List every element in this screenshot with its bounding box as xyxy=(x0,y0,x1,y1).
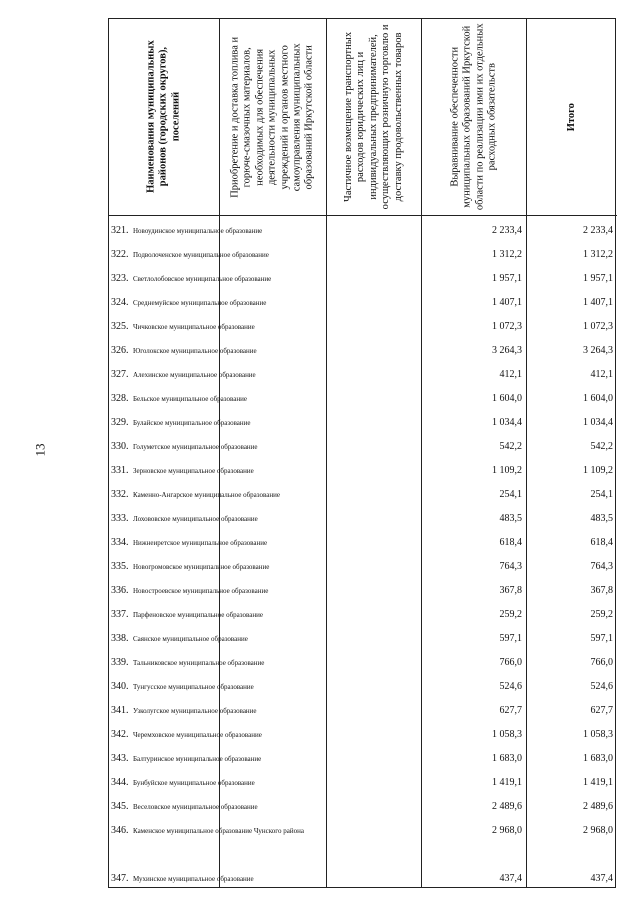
header-transport: Частичное возмещение транспортных расходов юридических лиц и индивидуальных предпринимателей, осуществляющих розничную торговлю и доставку продовольственных товаров xyxy=(342,24,404,210)
row-number: 331. xyxy=(111,465,129,476)
header-name: Наименования муниципальных районов (городских округов), поселений xyxy=(145,40,182,194)
row-name: Алехинское муниципальное образование xyxy=(133,371,256,379)
row-name: Тальниковское муниципальное образование xyxy=(133,659,265,667)
row-equalization-value: 1 058,3 xyxy=(492,729,522,740)
row-number: 332. xyxy=(111,489,129,500)
row-total-value: 1 604,0 xyxy=(583,393,613,404)
row-total-value: 524,6 xyxy=(590,681,613,692)
row-equalization-value: 483,5 xyxy=(499,513,522,524)
header-cell-equalization xyxy=(421,19,526,215)
row-name: Саянское муниципальное образование xyxy=(133,635,248,643)
row-equalization-value: 1 419,1 xyxy=(492,777,522,788)
table-row xyxy=(109,723,617,747)
row-number: 338. xyxy=(111,633,129,644)
row-number: 324. xyxy=(111,297,129,308)
table-row xyxy=(109,627,617,651)
row-name: Новоудинское муниципальное образование xyxy=(133,227,263,235)
row-number: 341. xyxy=(111,705,129,716)
row-name: Зерновское муниципальное образование xyxy=(133,467,254,475)
row-total-value: 254,1 xyxy=(590,489,613,500)
row-equalization-value: 524,6 xyxy=(499,681,522,692)
table-row xyxy=(109,699,617,723)
row-number: 346. xyxy=(111,825,129,836)
row-total-value: 1 109,2 xyxy=(583,465,613,476)
row-equalization-value: 1 604,0 xyxy=(492,393,522,404)
row-equalization-value: 1 034,4 xyxy=(492,417,522,428)
row-number: 343. xyxy=(111,753,129,764)
row-total-value: 3 264,3 xyxy=(583,345,613,356)
table-row xyxy=(109,339,617,363)
row-name: Веселовское муниципальное образование xyxy=(133,803,258,811)
row-name: Чичковское муниципальное образование xyxy=(133,323,255,331)
row-name: Тунгусское муниципальное образование xyxy=(133,683,254,691)
row-number: 335. xyxy=(111,561,129,572)
table-row xyxy=(109,291,617,315)
row-number: 323. xyxy=(111,273,129,284)
table-row xyxy=(109,243,617,267)
row-total-value: 766,0 xyxy=(590,657,613,668)
table-row xyxy=(109,315,617,339)
header-divider xyxy=(109,215,617,216)
row-name: Бунбуйское муниципальное образование xyxy=(133,779,255,787)
row-number: 321. xyxy=(111,225,129,236)
row-name: Среднемуйское муниципальное образование xyxy=(133,299,267,307)
table-row xyxy=(109,819,617,843)
row-number: 330. xyxy=(111,441,129,452)
row-total-value: 412,1 xyxy=(590,369,613,380)
header-equalization: Выравнивание обеспеченности муниципальных образований Иркутской области по реализации ими их отдельных расходных обязательств xyxy=(448,23,497,211)
row-name: Юголокское муниципальное образование xyxy=(133,347,257,355)
row-name: Узколугское муниципальное образование xyxy=(133,707,257,715)
row-equalization-value: 1 683,0 xyxy=(492,753,522,764)
table-row xyxy=(109,507,617,531)
table-row xyxy=(109,459,617,483)
row-name: Балтуринское муниципальное образование xyxy=(133,755,262,763)
row-number: 334. xyxy=(111,537,129,548)
row-equalization-value: 764,3 xyxy=(499,561,522,572)
row-equalization-value: 367,8 xyxy=(499,585,522,596)
header-fuel: Приобретение и доставка топлива и горюче-смазочных материалов, необходимых для обеспечения деятельности муниципальных учреждений и органов местного самоуправления муниципальных образований Иркутской области xyxy=(229,36,315,198)
row-total-value: 1 312,2 xyxy=(583,249,613,260)
table-row xyxy=(109,411,617,435)
row-name: Бельское муниципальное образование xyxy=(133,395,247,403)
row-total-value: 764,3 xyxy=(590,561,613,572)
table-row xyxy=(109,747,617,771)
header-total: Итого xyxy=(565,102,577,132)
table-row xyxy=(109,483,617,507)
table-row xyxy=(109,267,617,291)
row-number: 344. xyxy=(111,777,129,788)
row-name: Парфеновское муниципальное образование xyxy=(133,611,263,619)
row-name: Нижнеиретское муниципальное образование xyxy=(133,539,268,547)
table-row xyxy=(109,795,617,819)
row-number: 329. xyxy=(111,417,129,428)
row-equalization-value: 597,1 xyxy=(499,633,522,644)
row-number: 327. xyxy=(111,369,129,380)
row-number: 342. xyxy=(111,729,129,740)
row-total-value: 2 489,6 xyxy=(583,801,613,812)
row-number: 328. xyxy=(111,393,129,404)
row-number: 345. xyxy=(111,801,129,812)
row-number: 326. xyxy=(111,345,129,356)
row-equalization-value: 412,1 xyxy=(499,369,522,380)
row-equalization-value: 254,1 xyxy=(499,489,522,500)
table-row xyxy=(109,603,617,627)
row-equalization-value: 259,2 xyxy=(499,609,522,620)
header-cell-fuel xyxy=(219,19,326,215)
row-number: 336. xyxy=(111,585,129,596)
row-name: Светлолобовское муниципальное образование xyxy=(133,275,272,283)
row-name: Каменское муниципальное образование Чунского района xyxy=(133,827,304,835)
table-row xyxy=(109,579,617,603)
row-number: 337. xyxy=(111,609,129,620)
row-total-value: 1 419,1 xyxy=(583,777,613,788)
row-number: 340. xyxy=(111,681,129,692)
table-row xyxy=(109,219,617,243)
row-name: Каменно-Ангарское муниципальное образование xyxy=(133,491,280,499)
table-row xyxy=(109,867,617,891)
row-equalization-value: 766,0 xyxy=(499,657,522,668)
row-name: Новогромовское муниципальное образование xyxy=(133,563,270,571)
row-equalization-value: 437,4 xyxy=(499,873,522,884)
row-equalization-value: 618,4 xyxy=(499,537,522,548)
row-total-value: 2 233,4 xyxy=(583,225,613,236)
row-equalization-value: 1 109,2 xyxy=(492,465,522,476)
table-row xyxy=(109,651,617,675)
row-equalization-value: 542,2 xyxy=(499,441,522,452)
row-name: Черемховское муниципальное образование xyxy=(133,731,262,739)
table-row xyxy=(109,435,617,459)
row-total-value: 1 072,3 xyxy=(583,321,613,332)
row-equalization-value: 1 407,1 xyxy=(492,297,522,308)
row-name: Голуметское муниципальное образование xyxy=(133,443,258,451)
table-row xyxy=(109,675,617,699)
table-row xyxy=(109,387,617,411)
row-equalization-value: 1 312,2 xyxy=(492,249,522,260)
row-name: Мухинское муниципальное образование xyxy=(133,875,254,883)
row-number: 322. xyxy=(111,249,129,260)
row-total-value: 1 407,1 xyxy=(583,297,613,308)
row-total-value: 367,8 xyxy=(590,585,613,596)
row-total-value: 597,1 xyxy=(590,633,613,644)
header-cell-name xyxy=(109,19,219,215)
row-equalization-value: 2 968,0 xyxy=(492,825,522,836)
table-row xyxy=(109,555,617,579)
row-total-value: 2 968,0 xyxy=(583,825,613,836)
row-total-value: 1 957,1 xyxy=(583,273,613,284)
header-cell-total xyxy=(526,19,617,215)
row-number: 333. xyxy=(111,513,129,524)
row-name: Лохововское муниципальное образование xyxy=(133,515,258,523)
row-equalization-value: 3 264,3 xyxy=(492,345,522,356)
row-equalization-value: 1 072,3 xyxy=(492,321,522,332)
row-equalization-value: 1 957,1 xyxy=(492,273,522,284)
table-row xyxy=(109,363,617,387)
row-number: 347. xyxy=(111,873,129,884)
row-name: Булайское муниципальное образование xyxy=(133,419,251,427)
row-total-value: 259,2 xyxy=(590,609,613,620)
row-name: Новостроевское муниципальное образование xyxy=(133,587,269,595)
row-name: Подволоченское муниципальное образование xyxy=(133,251,269,259)
row-number: 339. xyxy=(111,657,129,668)
row-total-value: 618,4 xyxy=(590,537,613,548)
row-total-value: 627,7 xyxy=(590,705,613,716)
row-total-value: 1 683,0 xyxy=(583,753,613,764)
row-total-value: 437,4 xyxy=(590,873,613,884)
page-number: 13 xyxy=(32,443,48,457)
table-row xyxy=(109,771,617,795)
header-cell-transport xyxy=(326,19,421,215)
row-equalization-value: 2 489,6 xyxy=(492,801,522,812)
row-equalization-value: 2 233,4 xyxy=(492,225,522,236)
row-number: 325. xyxy=(111,321,129,332)
row-equalization-value: 627,7 xyxy=(499,705,522,716)
data-table xyxy=(108,18,616,888)
row-total-value: 1 034,4 xyxy=(583,417,613,428)
table-row xyxy=(109,531,617,555)
row-total-value: 1 058,3 xyxy=(583,729,613,740)
row-total-value: 542,2 xyxy=(590,441,613,452)
row-total-value: 483,5 xyxy=(590,513,613,524)
